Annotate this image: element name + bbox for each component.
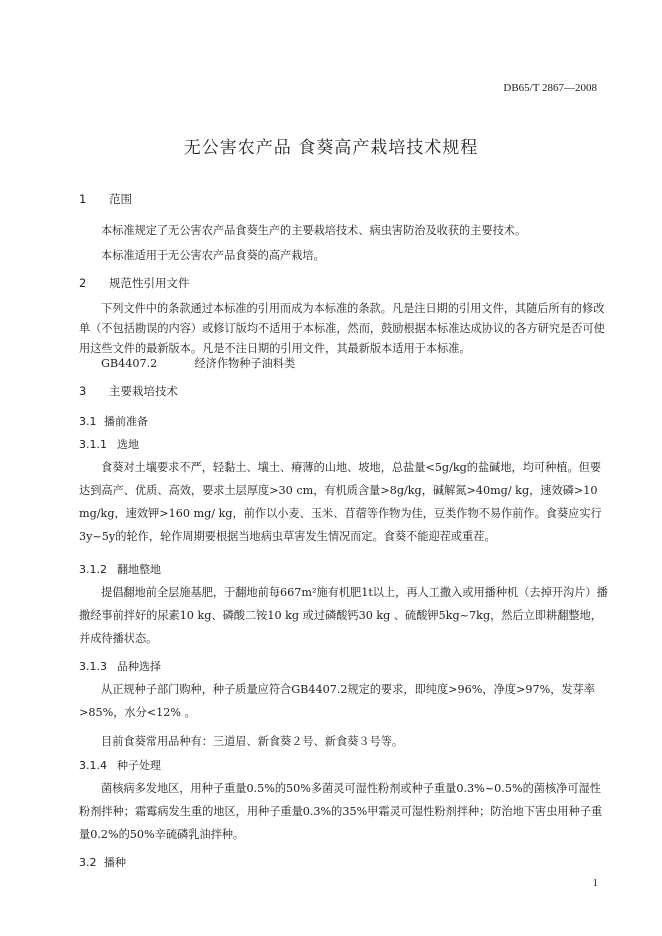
paragraph: 提倡翻地前全层施基肥，于翻地前每667m²施有机肥1t以上，再人工撒入或用播种机（去掉开沟片）播撒经事前拌好的尿素10 kg、磷酸二铵10 kg 或过磷酸钙30 kg 、硫酸钾5kg~7kg，然后立即耕翻整地，并成待播状态。 [79,586,608,645]
reference-code: GB4407.2 [101,357,158,370]
reference-title: 经济作物种子油料类 [194,357,296,370]
section-1-heading [79,191,132,207]
paragraph: 本标准适用于无公害农产品食葵的高产栽培。 [101,249,325,262]
section-3-1-heading [79,413,148,429]
section-3-1-1-heading [79,436,139,452]
section-number: 3.1.1 [79,438,107,451]
page-number: 1 [592,877,598,889]
normative-reference [101,355,295,371]
section-3-2-heading [79,854,126,870]
paragraph: 目前食葵常用品种有：三道眉、新食葵２号、新食葵３号等。 [101,735,404,748]
section-title: 播前准备 [104,415,148,428]
section-title: 范围 [109,192,132,206]
section-title: 品种选择 [117,660,161,673]
section-title: 规范性引用文件 [109,276,190,290]
section-title: 种子处理 [117,759,161,772]
section-number: 1 [79,192,87,206]
section-number: 2 [79,276,87,290]
standard-code: DB65/T 2867—2008 [503,82,597,94]
paragraph: 食葵对土壤要求不严，轻黏土、壤土、瘠薄的山地、坡地，总盐量<5g/kg的盐碱地，均可种植。但要达到高产、优质、高效，要求土层厚度>30 cm，有机质含量>8g/kg，碱解氮>40mg/ kg，速效磷>10 mg/kg，速效钾>160 mg/ kg，前作以小麦、玉米、苜蓿等作物为佳，豆类作物不易作前作。食葵应实行3y~5y的轮作，轮作周期要根据当地病虫草害发生情况而定。食葵不能迎茬或重茬。 [79,461,602,543]
section-number: 3.1.2 [79,563,107,576]
paragraph: 菌核病多发地区，用种子重量0.5%的50%多菌灵可湿性粉剂或种子重量0.3%~0.5%的菌核净可湿性粉剂拌种；霜霉病发生重的地区，用种子重量0.3%的35%甲霜灵可湿性粉剂拌种；防治地下害虫用种子重量0.2%的50%辛硫磷乳油拌种。 [79,782,603,841]
section-number: 3 [79,384,87,398]
section-3-heading [79,383,178,399]
section-title: 播种 [104,856,126,869]
section-number: 3.1.4 [79,759,107,772]
section-3-1-4-heading [79,757,161,773]
section-3-1-3-heading [79,658,161,674]
section-3-1-2-heading [79,561,161,577]
section-title: 选地 [117,438,139,451]
paragraph: 下列文件中的条款通过本标准的引用而成为本标准的条款。凡是注日期的引用文件，其随后所有的修改单（不包括勘误的内容）或修订版均不适用于本标准，然而，鼓励根据本标准达成协议的各方研究是否可使用这些文件的最新版本。凡是不注日期的引用文件，其最新版本适用于本标准。 [79,302,605,355]
section-title: 翻地整地 [117,563,161,576]
paragraph: 本标准规定了无公害农产品食葵生产的主要栽培技术、病虫害防治及收获的主要技术。 [101,224,527,237]
section-title: 主要栽培技术 [109,384,178,398]
section-number: 3.1.3 [79,660,107,673]
document-title: 无公害农产品 食葵高产栽培技术规程 [183,138,479,158]
section-number: 3.2 [79,856,97,869]
section-number: 3.1 [79,415,97,428]
paragraph: 从正规种子部门购种，种子质量应符合GB4407.2规定的要求，即纯度>96%，净度>97%，发芽率>85%，水分<12% 。 [79,683,595,719]
section-2-heading [79,275,190,291]
